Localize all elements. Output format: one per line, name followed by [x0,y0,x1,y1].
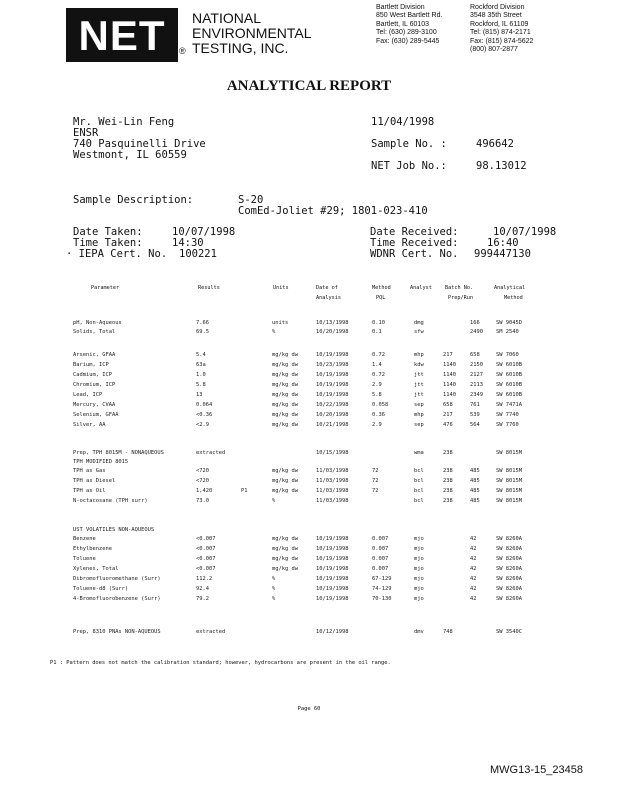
cell-run: 42 [470,566,477,572]
sample-description-label: Sample Description: [73,194,194,206]
job-no: 98.13012 [476,160,527,172]
rockford-line: 3548 35th Street [470,12,522,20]
cell-pql: 0.007 [372,546,389,552]
cell-param: pH, Non-Aqueous [73,320,122,326]
header-date-of: Date of [316,285,338,291]
client-name: Mr. Wei-Lin Feng [73,116,175,128]
cell-param: TPH as Oil [73,488,106,494]
cell-analyst: jtt [414,382,424,388]
cell-param: UST VOLATILES NON-AQUEOUS [73,527,155,533]
cell-run: 42 [470,596,477,602]
cell-date: 11/03/1998 [316,498,349,504]
cell-units: mg/kg dw [272,546,298,552]
time-received: 16:40 [487,237,519,249]
sample-description-2: ComEd-Joliet #29; 1801-023-410 [238,205,428,217]
bartlett-line: Bartlett, IL 60103 [376,20,430,28]
cell-pql: 0.36 [372,412,385,418]
table-row [0,381,618,390]
cell-run: 2349 [470,392,483,398]
cell-run: 485 [470,488,480,494]
cell-analyst: mjo [414,556,424,562]
cell-result: 5.8 [196,382,206,388]
cell-analyst: bcl [414,478,424,484]
cell-units: % [272,498,276,504]
page-number: Page 60 [297,706,321,712]
cell-analyst: dmg [414,320,424,326]
cell-units: mg/kg dw [272,468,298,474]
cell-result: 1,420 [196,488,213,494]
cell-units: mg/kg dw [272,352,298,358]
cell-units: mg/kg dw [272,402,298,408]
cell-pql: 74-129 [372,586,392,592]
table-row [0,545,618,554]
iepa-cert: 100221 [179,248,217,260]
cell-method: SW 6010B [496,372,522,378]
cell-run: 761 [470,402,480,408]
table-row [0,391,618,400]
cell-analyst: dmv [414,629,424,635]
cell-result: <0.36 [196,412,213,418]
cell-method: SW 6010B [496,382,522,388]
cell-param: Mercury, CVAA [73,402,116,408]
table-row [0,487,618,496]
cell-date: 10/19/1998 [316,556,349,562]
cell-analyst: bcl [414,468,424,474]
cell-units: mg/kg dw [272,422,298,428]
table-row [0,361,618,370]
cell-run: 42 [470,586,477,592]
cell-date: 10/20/1998 [316,329,349,335]
cell-batch: 1140 [443,362,456,368]
cell-method: SW 7760 [496,422,519,428]
cell-param: Barium, ICP [73,362,109,368]
cell-analyst: mjo [414,566,424,572]
cell-pql: 70-130 [372,596,392,602]
document-id: MWG13-15_23458 [490,764,583,776]
iepa-label: · IEPA Cert. No. [66,248,168,260]
cell-result: 0.064 [196,402,213,408]
table-row [0,535,618,544]
bartlett-line: Tel: (630) 289-3100 [376,29,437,37]
cell-method: SW 8015M [496,478,522,484]
cell-units: % [272,596,276,602]
cell-result: 7.66 [196,320,209,326]
cell-date: 10/20/1998 [316,412,349,418]
cell-param: Solids, Total [73,329,116,335]
cell-result: <720 [196,468,209,474]
cell-analyst: mjo [414,576,424,582]
cell-pql: 2.9 [372,422,382,428]
cell-date: 10/19/1998 [316,382,349,388]
cell-analyst: sfw [414,329,424,335]
cell-date: 10/19/1998 [316,372,349,378]
table-row [0,526,618,535]
cell-method: SW 3540C [496,629,522,635]
cell-result: <0.007 [196,546,216,552]
cell-date: 10/13/1998 [316,320,349,326]
time-taken: 14:30 [172,237,204,249]
cell-param: Lead, ICP [73,392,103,398]
cell-result: <0.007 [196,566,216,572]
cell-method: SW 7471A [496,402,522,408]
date-received-label: Date Received: [370,226,459,238]
rockford-division-address [470,4,533,54]
cell-method: SW 8260A [496,546,522,552]
cell-units: mg/kg dw [272,412,298,418]
cell-pql: 0.007 [372,566,389,572]
cell-pql: 67-129 [372,576,392,582]
date-taken-label: Date Taken: [73,226,143,238]
cell-batch: 476 [443,422,453,428]
header-method: Method [372,285,391,291]
net-logo: NET [78,12,166,59]
cell-param: Arsenic, GFAA [73,352,116,358]
report-title: ANALYTICAL REPORT [226,78,392,94]
cell-method: SW 7060 [496,352,519,358]
header-analyst: Analyst [410,285,432,291]
header-results: Results [198,285,220,291]
cell-method: SW 8260A [496,536,522,542]
wdnr-label: WDNR Cert. No. [370,248,459,260]
cell-result: 63a [196,362,206,368]
table-row [0,497,618,506]
cell-batch: 238 [443,478,453,484]
cell-analyst: mhp [414,352,424,358]
cell-param: Ethylbenzene [73,546,112,552]
cell-run: 485 [470,498,480,504]
cell-units: mg/kg dw [272,392,298,398]
cell-param: Cadmium, ICP [73,372,112,378]
sample-no: 496642 [476,138,514,150]
cell-pql: 2.9 [372,382,382,388]
bartlett-division-address [376,4,442,46]
cell-result: extracted [196,450,226,456]
rockford-line: Fax: (815) 874-5622 [470,37,534,45]
client-address-2: Westmont, IL 60559 [73,149,187,161]
cell-method: SW 6010B [496,362,522,368]
cell-analyst: bcl [414,498,424,504]
cell-date: 10/19/1998 [316,536,349,542]
cell-run: 485 [470,478,480,484]
cell-run: 42 [470,576,477,582]
cell-param: TPH as Diesel [73,478,116,484]
cell-result: 69.5 [196,329,209,335]
cell-result: 92.4 [196,586,209,592]
cell-date: 10/12/1998 [316,629,349,635]
client-company: ENSR [73,127,99,139]
table-row [0,458,618,467]
cell-param: Toluene-d8 (Surr) [73,586,129,592]
cell-method: SW 8015M [496,498,522,504]
cell-result: <2.9 [196,422,209,428]
header-analysis: Analysis [316,295,341,301]
cell-date: 10/19/1998 [316,576,349,582]
cell-batch: 1140 [443,382,456,388]
cell-analyst: wma [414,450,424,456]
report-date: 11/04/1998 [371,116,435,128]
table-row [0,565,618,574]
cell-pql: 0.1 [372,329,382,335]
cell-analyst: bcl [414,488,424,494]
cell-param: Prep, TPH 8015M - NONAQUEOUS [73,450,164,456]
table-row [0,351,618,360]
bartlett-line: 850 West Bartlett Rd. [376,12,443,20]
cell-date: 10/19/1998 [316,566,349,572]
table-row [0,371,618,380]
table-row [0,628,618,637]
table-row [0,411,618,420]
cell-date: 10/19/1998 [316,546,349,552]
cell-param: N-octacosane (TPH surr) [73,498,148,504]
header-parameter: Parameter [91,285,120,291]
cell-note: P1 [241,488,248,494]
cell-date: 11/03/1998 [316,488,349,494]
cell-date: 10/19/1998 [316,392,349,398]
cell-result: 5.4 [196,352,206,358]
table-row [0,449,618,458]
cell-run: 2113 [470,382,483,388]
cell-pql: 0.007 [372,536,389,542]
job-no-label: NET Job No.: [371,160,447,172]
header-pql: PQL [376,295,386,301]
cell-pql: 5.8 [372,392,382,398]
cell-date: 11/03/1998 [316,478,349,484]
cell-date: 10/19/1998 [316,586,349,592]
cell-method: SW 8260A [496,576,522,582]
cell-run: 564 [470,422,480,428]
cell-units: % [272,576,276,582]
sample-description-1: S-20 [238,194,264,206]
bartlett-line: Bartlett Division [376,4,425,11]
cell-pql: 72 [372,478,379,484]
cell-pql: 0.10 [372,320,385,326]
bartlett-line: Fax: (630) 289-5445 [376,37,440,45]
cell-analyst: mhp [414,412,424,418]
cell-date: 10/23/1998 [316,362,349,368]
cell-batch: 217 [443,412,453,418]
cell-batch: 238 [443,498,453,504]
cell-run: 166 [470,320,480,326]
cell-units: mg/kg dw [272,372,298,378]
table-row [0,575,618,584]
cell-method: SM 2540 [496,329,519,335]
cell-analyst: sep [414,402,424,408]
company-name [179,10,312,56]
cell-analyst: mjo [414,546,424,552]
cell-batch: 217 [443,352,453,358]
cell-param: Chromium, ICP [73,382,116,388]
company-line-3: TESTING, INC. [192,40,289,56]
cell-method: SW 6010B [496,392,522,398]
cell-method: SW 8260A [496,596,522,602]
cell-run: 42 [470,556,477,562]
table-row [0,319,618,328]
cell-result: 112.2 [196,576,213,582]
cell-analyst: mjo [414,586,424,592]
cell-analyst: mjo [414,536,424,542]
rockford-line: Rockford, IL 61109 [470,20,529,28]
table-row [0,328,618,337]
cell-run: 658 [470,352,480,358]
rockford-line: Tel: (815) 874-2171 [470,29,531,37]
cell-method: SW 8015M [496,488,522,494]
table-row [0,467,618,476]
cell-analyst: mjo [414,596,424,602]
cell-method: SW 8260A [496,556,522,562]
cell-units: mg/kg dw [272,362,298,368]
cell-run: 2150 [470,362,483,368]
cell-analyst: sep [414,422,424,428]
cell-units: units [272,320,289,326]
table-row [0,477,618,486]
cell-units: mg/kg dw [272,488,298,494]
cell-param: 4-Bromofluorobenzene (Surr) [73,596,161,602]
cell-date: 10/15/1998 [316,450,349,456]
cell-param: Xylenes, Total [73,566,119,572]
wdnr-cert: 999447130 [474,248,531,260]
cell-units: mg/kg dw [272,556,298,562]
cell-run: 42 [470,546,477,552]
cell-result: 13 [196,392,203,398]
cell-pql: 72 [372,488,379,494]
footnote: P1 : Pattern does not match the calibration standard; however, hydrocarbons are present in the oil range. [50,660,391,666]
header-analytical: Analytical [494,285,526,291]
header-prep-run: Prep/Run [448,295,473,301]
cell-method: SW 8260A [496,586,522,592]
cell-run: 539 [470,412,480,418]
cell-param: Selenium, GFAA [73,412,119,418]
table-row [0,401,618,410]
cell-result: 73.0 [196,498,209,504]
cell-pql: 0.72 [372,372,385,378]
cell-run: 2127 [470,372,483,378]
cell-units: mg/kg dw [272,382,298,388]
cell-param: Silver, AA [73,422,106,428]
cell-analyst: jtt [414,372,424,378]
table-row [0,421,618,430]
time-taken-label: Time Taken: [73,237,143,249]
cell-pql: 0.058 [372,402,389,408]
cell-units: % [272,586,276,592]
cell-pql: 1.4 [372,362,382,368]
date-received: 10/07/1998 [493,226,557,238]
cell-run: 42 [470,536,477,542]
cell-units: % [272,329,276,335]
company-line-2: ENVIRONMENTAL [192,25,312,41]
cell-param: Prep, 8310 PNAs NON-AQUEOUS [73,629,161,635]
client-address-1: 740 Pasquinelli Drive [73,138,206,150]
cell-method: SW 8260A [496,566,522,572]
cell-param: Dibromofluoromethane (Surr) [73,576,161,582]
cell-date: 10/19/1998 [316,596,349,602]
cell-units: mg/kg dw [272,536,298,542]
table-row [0,555,618,564]
cell-units: mg/kg dw [272,566,298,572]
cell-batch: 1140 [443,372,456,378]
cell-result: <720 [196,478,209,484]
cell-date: 10/21/1998 [316,422,349,428]
cell-batch: 238 [443,488,453,494]
cell-result: 1.0 [196,372,206,378]
cell-pql: 72 [372,468,379,474]
cell-param: Benzene [73,536,96,542]
cell-result: 79.2 [196,596,209,602]
table-row [0,585,618,594]
cell-method: SW 8015M [496,468,522,474]
registered-mark: ® [179,46,186,56]
header-units: Units [273,285,289,291]
cell-date: 10/19/1998 [316,352,349,358]
cell-date: 10/22/1998 [316,402,349,408]
sample-no-label: Sample No. : [371,138,447,150]
cell-analyst: kdw [414,362,424,368]
cell-batch: 658 [443,402,453,408]
company-line-1: NATIONAL [192,10,261,26]
cell-result: extracted [196,629,226,635]
cell-param: Toluene [73,556,96,562]
cell-pql: 0.007 [372,556,389,562]
rockford-line: (800) 807-2877 [470,46,518,54]
cell-batch: 238 [443,450,453,456]
cell-batch: 748 [443,629,453,635]
header-analytical-method: Method [504,295,523,301]
cell-pql: 0.72 [372,352,385,358]
cell-method: SW 9045D [496,320,522,326]
rockford-line: Rockford Division [470,4,525,11]
cell-method: SW 7740 [496,412,519,418]
cell-result: <0.007 [196,536,216,542]
cell-date: 11/03/1998 [316,468,349,474]
time-received-label: Time Received: [370,237,459,249]
cell-batch: 1140 [443,392,456,398]
cell-analyst: jtt [414,392,424,398]
cell-units: mg/kg dw [272,478,298,484]
cell-run: 485 [470,468,480,474]
date-taken: 10/07/1998 [172,226,236,238]
cell-param: TPH as Gas [73,468,106,474]
cell-run: 2490 [470,329,483,335]
cell-param: TPH MODIFIED 8015 [73,459,129,465]
cell-result: <0.007 [196,556,216,562]
header-batch: Batch No. [445,285,474,291]
cell-batch: 238 [443,468,453,474]
table-row [0,595,618,604]
cell-method: SW 8015M [496,450,522,456]
